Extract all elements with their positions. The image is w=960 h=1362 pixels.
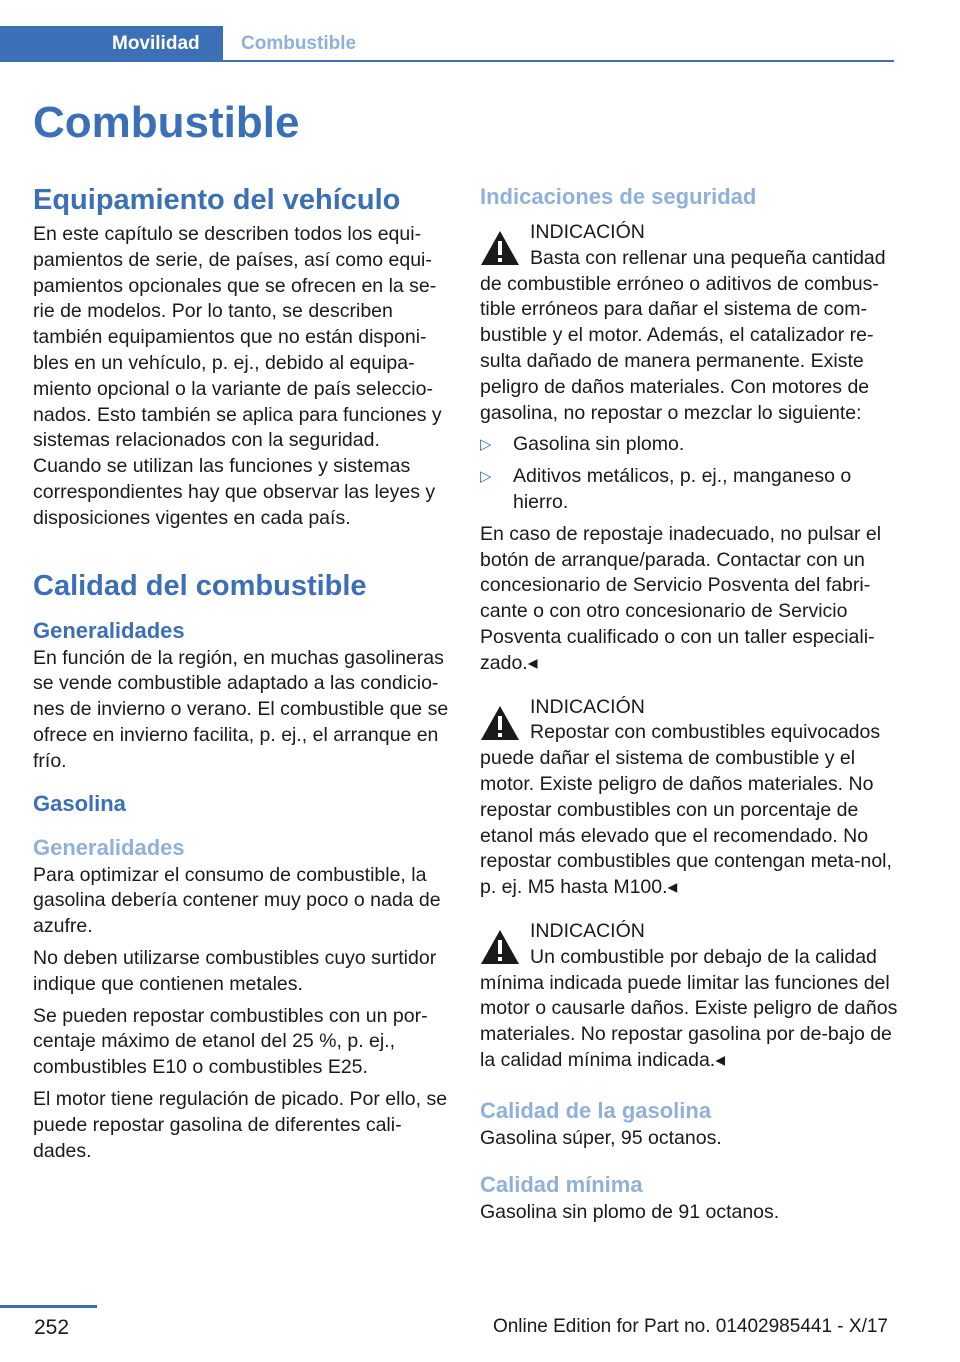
paragraph-equipamiento-2: Cuando se utilizan las funciones y sistemas correspondientes hay que observar las leyes y disposiciones vigentes en cada país.	[33, 455, 436, 529]
paragraph-generalidades: En función de la región, en muchas gasolineras se vende combustible adaptado a las condicio-nes de invierno o verano. El combustible que se ofrece en invierno facilita, p. ej., el arranque en frío.	[33, 646, 449, 772]
heading-indicaciones-seguridad: Indicaciones de seguridad	[480, 184, 757, 209]
tab-combustible[interactable]: Combustible	[241, 33, 357, 54]
warning-label: INDICACIÓN	[530, 695, 645, 718]
heading-gasolina: Gasolina	[33, 790, 126, 816]
warning-block-1	[480, 220, 898, 426]
page-number: 252	[34, 1316, 70, 1339]
heading-calidad-combustible: Calidad del combustible	[33, 569, 367, 602]
heading-gasolina-generalidades: Generalidades	[33, 834, 185, 860]
warning-label: INDICACIÓN	[530, 919, 645, 942]
tab-movilidad[interactable]: Movilidad	[0, 26, 223, 61]
paragraph-gasolina-2: No deben utilizarse combustibles cuyo surtidor indique que contienen metales.	[33, 946, 437, 995]
warning-text: Basta con rellenar una pequeña cantidad de combustible erróneo o aditivos de combus-tible erróneos para dañar el sistema de com-bustible y el motor. Además, el catalizador re-sulta dañado de manera permanente. Existe peligro de daños materiales. Con motores de gasolina, no repostar o mezclar lo siguiente:	[480, 246, 886, 424]
heading-calidad-minima: Calidad mínima	[480, 1171, 643, 1197]
left-column	[33, 182, 451, 1170]
warning-triangle-icon	[480, 705, 520, 741]
paragraph-calidad-minima: Gasolina sin plomo de 91 octanos.	[480, 1200, 780, 1223]
heading-generalidades: Generalidades	[33, 617, 185, 643]
warning-triangle-icon	[480, 929, 520, 965]
warning-block-2	[480, 695, 898, 901]
edition-note: Online Edition for Part no. 01402985441 - X/17	[492, 1316, 888, 1337]
list-item	[480, 464, 898, 516]
list-item-text: Gasolina sin plomo.	[513, 433, 685, 456]
page-title: Combustible	[33, 98, 300, 147]
footer-rule	[0, 1305, 97, 1308]
warning-text: Repostar con combustibles equivocados puede dañar el sistema de combustible y el motor. Existe peligro de daños materiales. No repostar combustibles con un porcentaje de etanol más elevado que el recomendado. No repostar combustibles que contengan meta-nol, p. ej. M5 hasta M100.◂	[480, 721, 892, 899]
list-item	[480, 432, 898, 458]
warning-list	[480, 432, 898, 515]
list-item-text: Aditivos metálicos, p. ej., manganeso o hierro.	[513, 465, 852, 513]
warning-block-3	[480, 919, 898, 1074]
paragraph-gasolina-4: El motor tiene regulación de picado. Por ello, se puede repostar gasolina de diferentes cali-dades.	[33, 1087, 448, 1162]
warning-triangle-icon	[480, 230, 520, 266]
warning-after-text: En caso de repostaje inadecuado, no pulsar el botón de arranque/parada. Contactar con un concesionario de Servicio Posventa del fabri-cante o con otro concesionario de Servicio Posventa cualificado o con un taller especiali-zado.◂	[480, 522, 882, 674]
triangle-bullet-icon: ▷	[480, 436, 492, 454]
heading-equipamiento: Equipamiento del vehículo	[33, 184, 401, 216]
triangle-bullet-icon: ▷	[480, 468, 492, 486]
paragraph-calidad-gasolina: Gasolina súper, 95 octanos.	[480, 1126, 722, 1149]
warning-label: INDICACIÓN	[530, 221, 645, 243]
paragraph-gasolina-3: Se pueden repostar combustibles con un por-centaje máximo de etanol del 25 %, p. ej., combustibles E10 o combustibles E25.	[33, 1004, 428, 1079]
warning-text: Un combustible por debajo de la calidad mínima indicada puede limitar las funciones del motor o causarle daños. Existe peligro de daños materiales. No repostar gasolina por de-bajo de la calidad mínima indicada.◂	[480, 945, 898, 1071]
right-column	[480, 182, 898, 1231]
paragraph-equipamiento-1: En este capítulo se describen todos los equi-pamientos de serie, de países, así como equi-pamientos opcionales que se ofrecen en la se-rie de modelos. Por lo tanto, se describen también equipamientos que no están disponi-bles en un vehículo, p. ej., debido al equipa-miento opcional o la variante de país seleccio-nados. Esto también se aplica para funciones y sistemas relacionados con la seguridad.	[33, 223, 442, 452]
paragraph-gasolina-1: Para optimizar el consumo de combustible, la gasolina debería contener muy poco o nada de azufre.	[33, 863, 441, 938]
heading-calidad-gasolina: Calidad de la gasolina	[480, 1097, 712, 1123]
